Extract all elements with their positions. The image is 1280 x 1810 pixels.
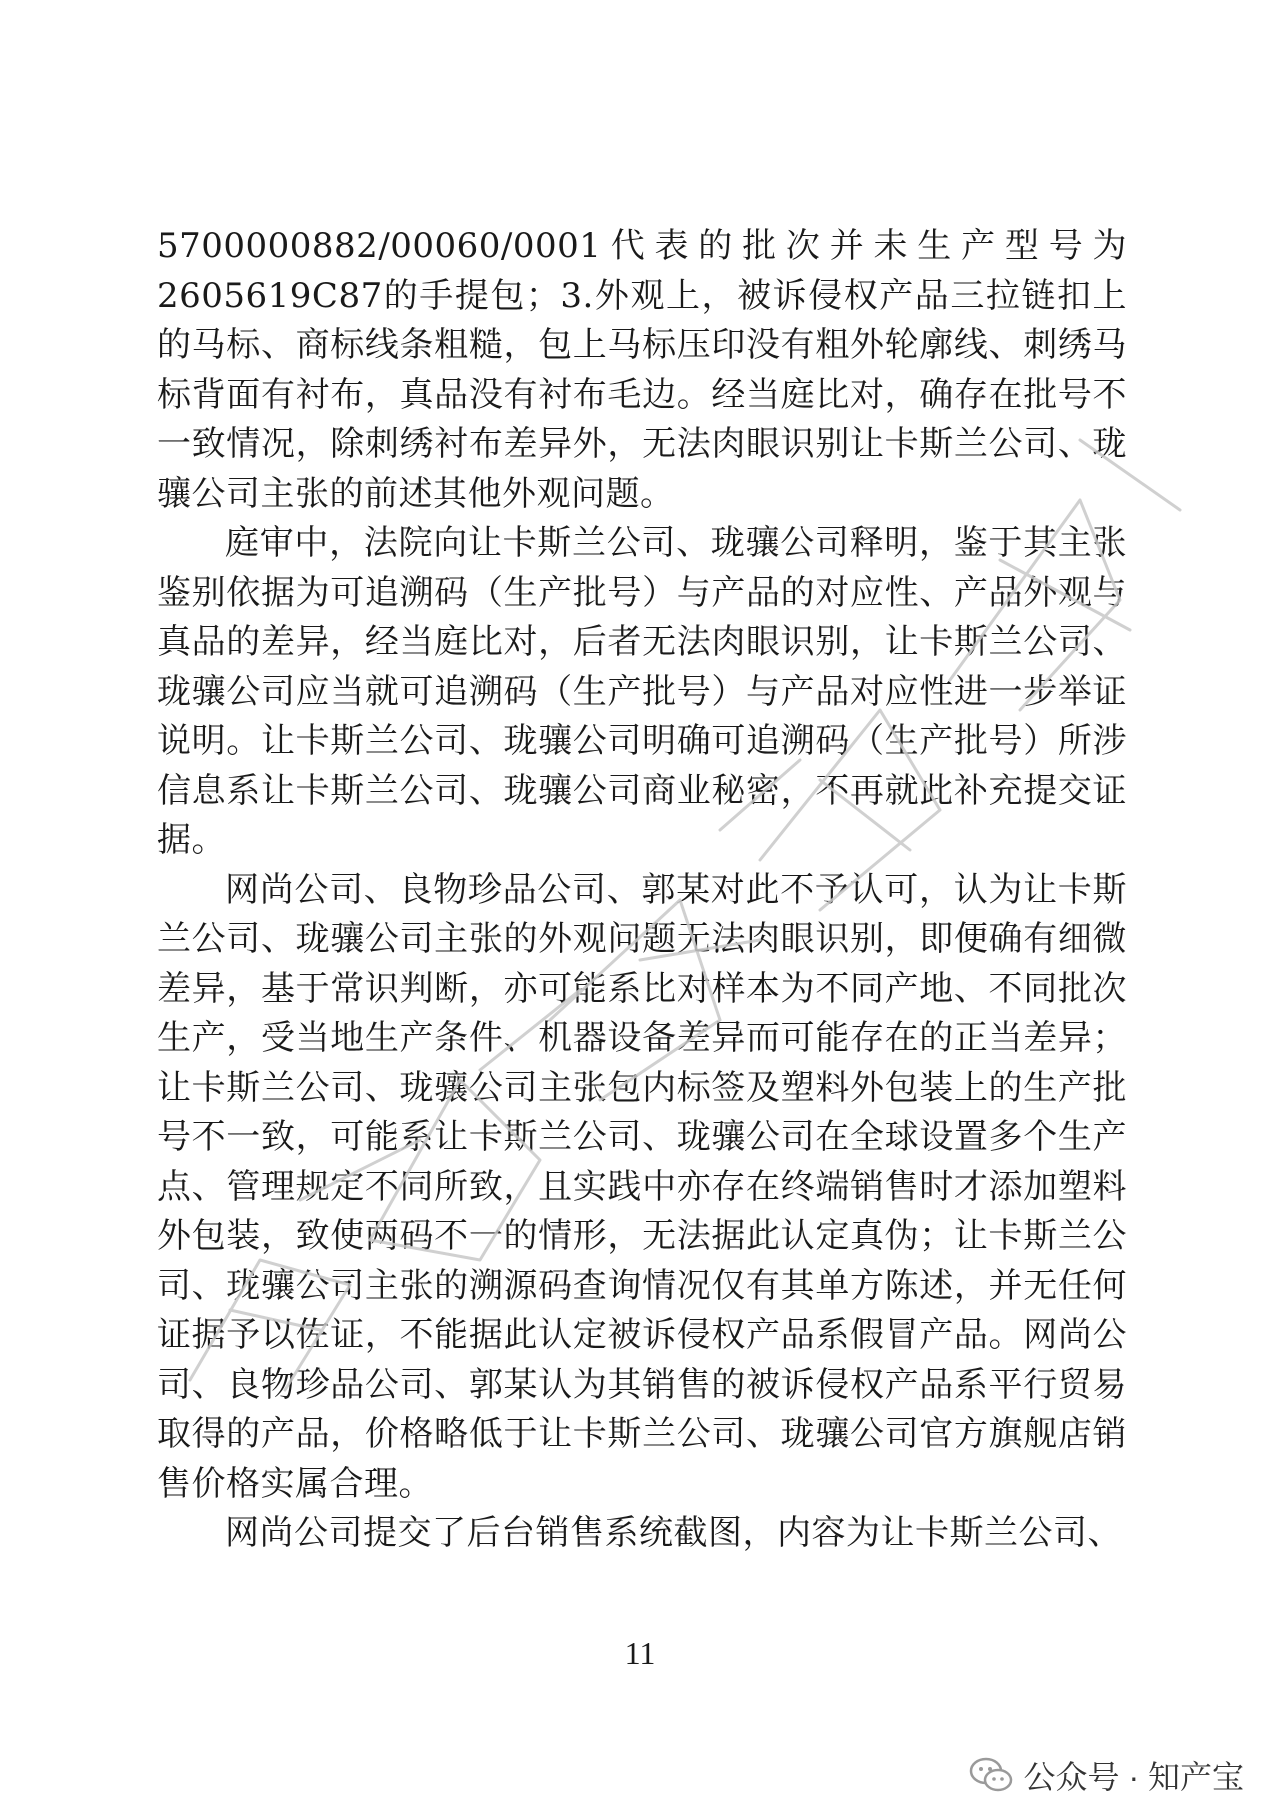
paragraph-1: 5700000882/00060/0001代表的批次并未生产型号为2605619C87的手提包；3.外观上，被诉侵权产品三拉链扣上的马标、商标线条粗糙，包上马标压印没有粗外轮廓线、刺绣马标背面有衬布，真品没有衬布毛边。经当庭比对，确存在批号不一致情况，除刺绣衬布差异外，无法肉眼识别让卡斯兰公司、珑骧公司主张的前述其他外观问题。 [157, 226, 1127, 514]
document-body [157, 222, 1127, 1559]
paragraph-2: 庭审中，法院向让卡斯兰公司、珑骧公司释明，鉴于其主张鉴别依据为可追溯码（生产批号）与产品的对应性、产品外观与真品的差异，经当庭比对，后者无法肉眼识别，让卡斯兰公司、珑骧公司应当就可追溯码（生产批号）与产品对应性进一步举证说明。让卡斯兰公司、珑骧公司明确可追溯码（生产批号）所涉信息系让卡斯兰公司、珑骧公司商业秘密，不再就此补充提交证据。 [157, 523, 1127, 860]
footer-brand-text: 公众号 · 知产宝 [1023, 1759, 1244, 1795]
footer-brand [968, 1752, 1244, 1798]
paragraph-4: 网尚公司提交了后台销售系统截图，内容为让卡斯兰公司、 [225, 1513, 1122, 1553]
paragraph-3: 网尚公司、良物珍品公司、郭某对此不予认可，认为让卡斯兰公司、珑骧公司主张的外观问题无法肉眼识别，即便确有细微差异，基于常识判断，亦可能系比对样本为不同产地、不同批次生产，受当地生产条件、机器设备差异而可能存在的正当差异；让卡斯兰公司、珑骧公司主张包内标签及塑料外包装上的生产批号不一致，可能系让卡斯兰公司、珑骧公司在全球设置多个生产点、管理规定不同所致，且实践中亦存在终端销售时才添加塑料外包装，致使两码不一的情形，无法据此认定真伪；让卡斯兰公司、珑骧公司主张的溯源码查询情况仅有其单方陈述，并无任何证据予以佐证，不能据此认定被诉侵权产品系假冒产品。网尚公司、良物珍品公司、郭某认为其销售的被诉侵权产品系平行贸易取得的产品，价格略低于让卡斯兰公司、珑骧公司官方旗舰店销售价格实属合理。 [157, 869, 1127, 1504]
page-number: 11 [624, 1635, 656, 1671]
wechat-icon [968, 1755, 1014, 1795]
